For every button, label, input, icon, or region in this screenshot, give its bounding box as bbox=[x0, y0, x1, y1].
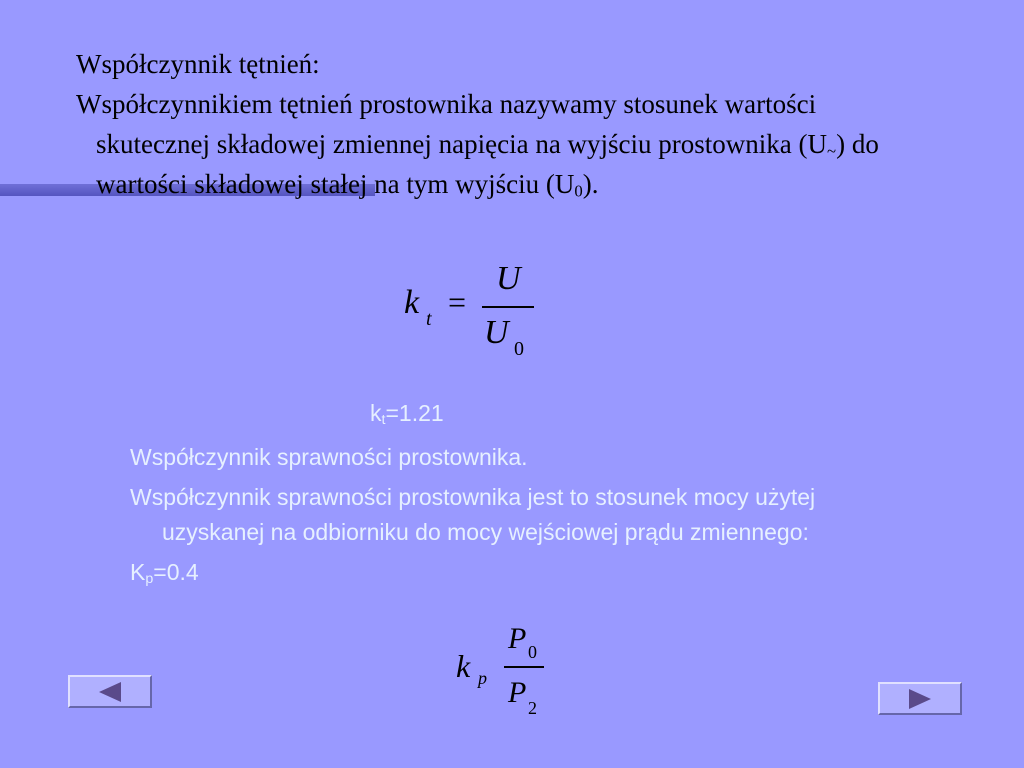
formula-kp-fraction-line bbox=[504, 666, 544, 668]
efficiency-value: $K_p=0.4$ bbox=[130, 559, 199, 588]
formula-kp-lhs-sub: p bbox=[478, 668, 487, 688]
formula-kp-lhs: k bbox=[456, 648, 471, 684]
formula-kt-denominator: U bbox=[484, 314, 509, 351]
kt-value: $k_t=1.21$ bbox=[370, 400, 444, 429]
efficiency-section bbox=[130, 440, 890, 590]
formula-kt-numerator: U bbox=[496, 260, 521, 297]
formula-kp-numerator-sub: 0 bbox=[528, 642, 537, 662]
formula-kt-denominator-sub: 0 bbox=[514, 338, 524, 360]
next-slide-button[interactable] bbox=[878, 682, 962, 715]
formula-kp-denominator-sub: 2 bbox=[528, 698, 537, 718]
formula-kt-fraction-line bbox=[482, 306, 534, 308]
previous-slide-button[interactable] bbox=[68, 675, 152, 708]
triangle-right-icon bbox=[909, 689, 931, 709]
formula-kt-lhs-sub: t bbox=[426, 308, 432, 330]
formula-kp-denominator: P bbox=[508, 676, 527, 709]
formula-kp bbox=[456, 620, 566, 720]
definition-text: Współczynnikiem tętnień prostownika nazywamy stosunek wartości skutecznej składowej zmiennej napięcia na wyjściu prostownika $(U_\sim)$ do wartości składowej stałej na tym wyjściu $(U_0)$. bbox=[76, 89, 879, 201]
tetnienia-section bbox=[76, 44, 936, 204]
triangle-left-icon bbox=[99, 682, 121, 702]
formula-kt-lhs: k bbox=[404, 284, 420, 321]
efficiency-description: Współczynnik sprawności prostownika jest to stosunek mocy użytej uzyskanej na odbiorniku do mocy wejściowej prądu zmiennego: bbox=[130, 484, 816, 545]
efficiency-title: Współczynnik sprawności prostownika. bbox=[130, 444, 528, 470]
formula-kp-numerator: P bbox=[508, 622, 527, 655]
section-heading: Współczynnik tętnień: bbox=[76, 49, 320, 79]
formula-kt bbox=[404, 262, 544, 362]
formula-kt-equals: = bbox=[448, 284, 467, 320]
